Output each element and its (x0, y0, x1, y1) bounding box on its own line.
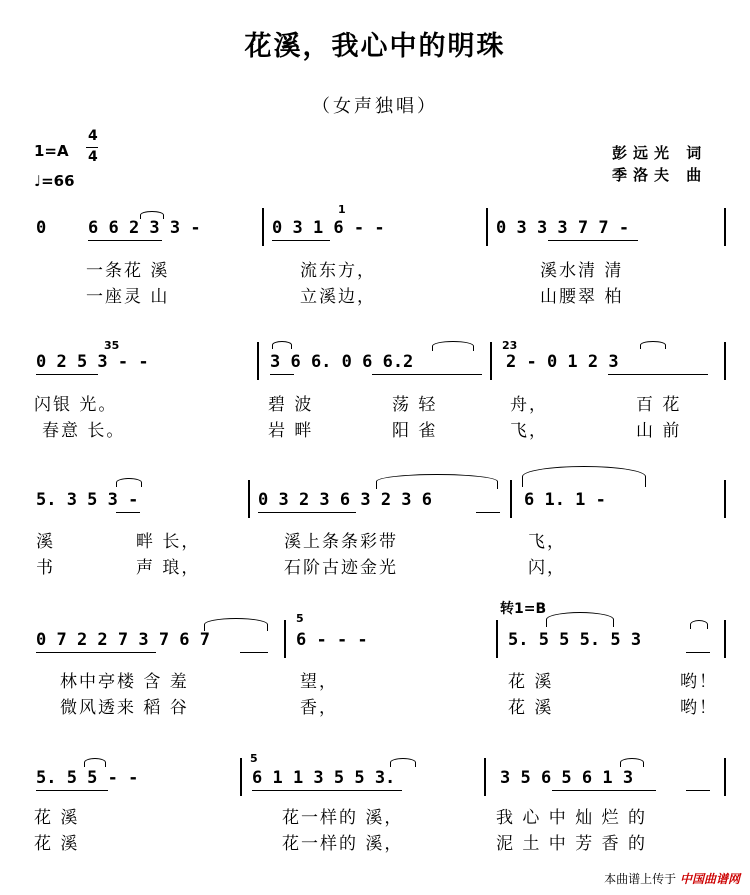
measure-notes: 0 2 5 3 - - (36, 352, 149, 372)
grace-note: 5 (250, 752, 258, 765)
beam (36, 652, 156, 653)
lyric-verse-1: 花 溪 (34, 808, 80, 828)
slur (376, 474, 498, 489)
beam (240, 652, 268, 653)
barline (490, 342, 492, 380)
lyric-verse-1: 林中亭楼 含 羞 (60, 672, 189, 692)
measure-notes: 3 6 6. 0 6 6.2 (270, 352, 414, 372)
slur (620, 758, 644, 767)
lyric-verse-2: 花 溪 (34, 834, 80, 854)
lyric-verse-2: 岩 畔 (268, 421, 314, 441)
beam (548, 240, 638, 241)
beam (252, 790, 402, 791)
measure-notes: 0 (36, 218, 47, 238)
lyricist-credit: 彭远光 词 (612, 144, 708, 162)
lyric-verse-2: 山腰翠 柏 (540, 287, 624, 307)
barline (240, 758, 242, 796)
slur (272, 341, 292, 349)
barline (724, 208, 726, 246)
measure-notes: 3 5 6 5 6 1 3 (500, 768, 634, 788)
barline (724, 620, 726, 658)
barline (257, 342, 259, 380)
lyric-verse-1: 溪 (36, 532, 55, 552)
lyric-verse-2: 立溪边， (300, 287, 376, 307)
lyric-verse-2: 飞， (510, 421, 548, 441)
modulation-mark: 转1=B (500, 601, 547, 617)
lyric-verse-1: 舟， (510, 395, 548, 415)
lyric-verse-2: 微风透来 稻 谷 (60, 698, 189, 718)
lyric-verse-1: 荡 轻 (392, 395, 438, 415)
measure-notes: 6 1 1 3 5 5 3. (252, 768, 396, 788)
subtitle: （女声独唱） (312, 96, 438, 117)
slur (204, 618, 268, 631)
grace-note: 5 (296, 612, 304, 625)
measure-notes: 0 3 3 3 7 7 - (496, 218, 630, 238)
measure-notes: 6 - - - (296, 630, 368, 650)
time-signature-top: 4 (88, 128, 98, 144)
barline (262, 208, 264, 246)
measure-notes: 5. 5 5 - - (36, 768, 139, 788)
lyric-verse-2: 山 前 (636, 421, 682, 441)
beam (476, 512, 500, 513)
beam (686, 790, 710, 791)
tempo-mark: ♩=66 (34, 172, 75, 190)
measure-notes: 5. 3 5 3 - (36, 490, 139, 510)
barline (284, 620, 286, 658)
composer-credit: 季洛夫 曲 (612, 166, 708, 184)
beam (258, 512, 356, 513)
lyric-verse-1: 花一样的 溪， (282, 808, 404, 828)
measure-notes: 0 3 1 6 - - (272, 218, 385, 238)
lyric-verse-2: 香， (300, 698, 338, 718)
lyric-verse-2: 花 溪 (508, 698, 554, 718)
barline (486, 208, 488, 246)
lyric-verse-1: 流东方， (300, 261, 376, 281)
slur (432, 341, 474, 351)
lyric-verse-1: 一条花 溪 (86, 261, 170, 281)
measure-notes: 2 - 0 1 2 3 (506, 352, 619, 372)
lyric-verse-2: 花一样的 溪， (282, 834, 404, 854)
beam (552, 790, 656, 791)
beam (372, 374, 482, 375)
lyric-verse-2: 春意 长。 (42, 421, 126, 441)
lyric-verse-2: 哟！ (680, 698, 718, 718)
lyric-verse-1: 飞， (528, 532, 566, 552)
grace-note: 35 (104, 339, 120, 352)
measure-notes: 6 1. 1 - (524, 490, 606, 510)
lyric-verse-1: 溪上条条彩带 (284, 532, 398, 552)
lyric-verse-1: 畔 长， (136, 532, 201, 552)
measure-notes: 6 6 2 3 3 - (88, 218, 201, 238)
barline (724, 758, 726, 796)
lyric-verse-1: 哟！ (680, 672, 718, 692)
lyric-verse-1: 闪银 光。 (34, 395, 118, 415)
footer-text: 本曲谱上传于 (604, 872, 677, 886)
slur (390, 758, 416, 767)
beam (36, 374, 98, 375)
upload-footer (604, 870, 740, 887)
grace-note: 1 (338, 203, 346, 216)
lyric-verse-1: 碧 波 (268, 395, 314, 415)
measure-notes: 5. 5 5 5. 5 3 (508, 630, 642, 650)
beam (36, 790, 108, 791)
lyric-verse-1: 花 溪 (508, 672, 554, 692)
measure-notes: 0 3 2 3 6 3 2 3 6 (258, 490, 432, 510)
lyric-verse-2: 书 (36, 558, 55, 578)
lyric-verse-1: 我 心 中 灿 烂 的 (496, 808, 648, 828)
barline (724, 480, 726, 518)
slur (522, 466, 646, 487)
time-signature-line (86, 147, 98, 148)
lyric-verse-2: 声 琅， (136, 558, 201, 578)
page-title: 花溪，我心中的明珠 (244, 31, 506, 62)
barline (484, 758, 486, 796)
lyric-verse-1: 望， (300, 672, 338, 692)
slur (116, 478, 142, 487)
slur (84, 758, 106, 767)
lyric-verse-2: 石阶古迹金光 (284, 558, 398, 578)
lyric-verse-1: 溪水清 清 (540, 261, 624, 281)
beam (686, 652, 710, 653)
barline (496, 620, 498, 658)
barline (248, 480, 250, 518)
time-signature-bottom: 4 (88, 149, 98, 165)
site-logo[interactable]: 中国曲谱网 (679, 872, 740, 886)
lyric-verse-2: 阳 雀 (392, 421, 438, 441)
key-signature: 1=A (34, 142, 69, 160)
lyric-verse-2: 一座灵 山 (86, 287, 170, 307)
beam (270, 374, 294, 375)
lyric-verse-2: 泥 土 中 芳 香 的 (496, 834, 648, 854)
beam (88, 240, 162, 241)
measure-notes: 0 7 2 2 7 3 7 6 7 (36, 630, 210, 650)
slur (690, 620, 708, 629)
lyric-verse-2: 闪， (528, 558, 566, 578)
beam (608, 374, 708, 375)
barline (724, 342, 726, 380)
grace-note: 23 (502, 339, 518, 352)
slur (546, 612, 614, 627)
beam (116, 512, 140, 513)
lyric-verse-1: 百 花 (636, 395, 682, 415)
barline (510, 480, 512, 518)
beam (272, 240, 330, 241)
slur (640, 341, 666, 349)
